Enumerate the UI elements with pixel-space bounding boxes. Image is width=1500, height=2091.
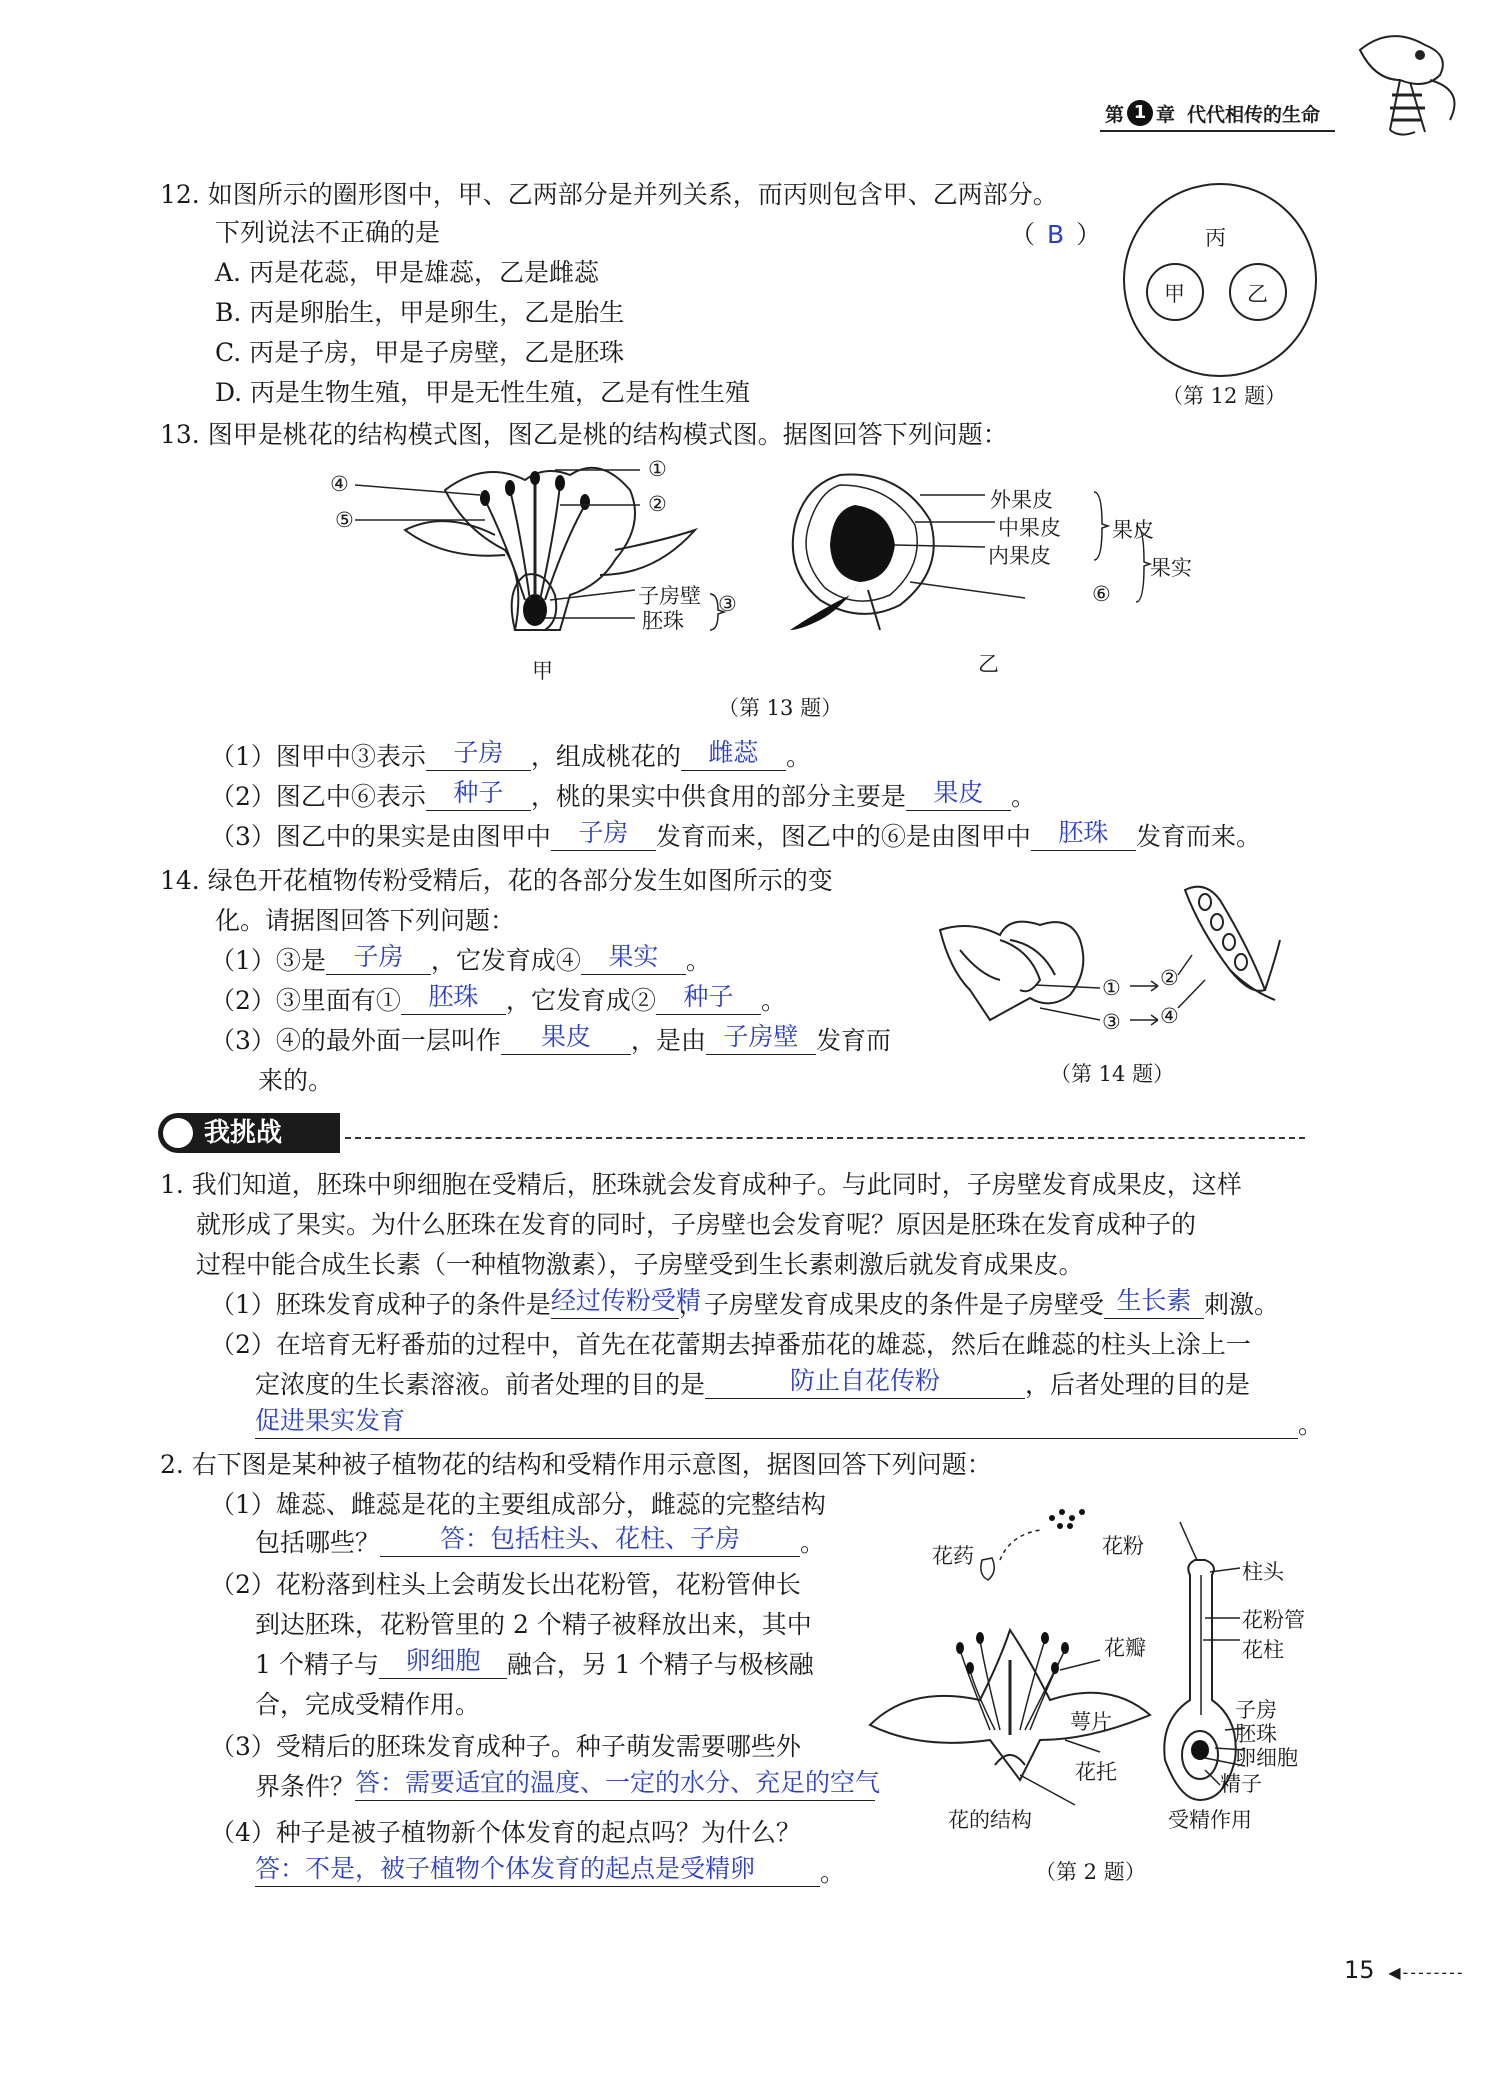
c2-sub-3b: 界条件？答：需要适宜的温度、一定的水分、充足的空气 (255, 1768, 881, 1801)
q13b-label-mesocarp: 中果皮 (998, 516, 1061, 540)
c2-fig-style: 花柱 (1242, 1638, 1284, 1662)
q13b-label-6: ⑥ (1092, 582, 1111, 606)
q13a-brace (708, 592, 728, 632)
q12-answer: B (1047, 220, 1065, 249)
q14-answer-6: 子房壁 (723, 1022, 799, 1051)
q13b-label-endocarp: 内果皮 (988, 544, 1051, 568)
c2-answer-4: 答：不是，被子植物个体发育的起点是受精卵 (255, 1854, 756, 1883)
q12-option-d: D. 丙是生物生殖，甲是无性生殖，乙是有性生殖 (215, 378, 751, 407)
challenge-title: 我挑战 (204, 1118, 283, 1148)
chapter-suffix: 章 (1156, 103, 1176, 126)
chapter-title: 代代相传的生命 (1187, 103, 1321, 126)
q13-sub-2: （2）图乙中⑥表示 种子 ，桃的果实中供食用的部分主要是 果皮 。 (210, 778, 1036, 811)
q12-answer-paren: （ B ） (1010, 220, 1102, 249)
q13-answer-3: 种子 (453, 778, 504, 807)
c2-answer-1: 答：包括柱头、花柱、子房 (440, 1524, 741, 1553)
q14-caption: （第 14 题） (1050, 1062, 1175, 1086)
q14-answer-5: 果皮 (540, 1022, 591, 1051)
q12-option-b: B. 丙是卵胎生，甲是卵生，乙是胎生 (215, 298, 625, 327)
q14-answer-1: 子房 (353, 942, 404, 971)
c2-fig-ovule: 胚珠 (1235, 1722, 1277, 1746)
q14-fig-label-4: ④ (1160, 1004, 1179, 1028)
q14-answer-4: 种子 (683, 982, 734, 1011)
q13a-name: 甲 (532, 659, 553, 683)
q13-answer-1: 子房 (453, 738, 504, 767)
c2-sub-1b: 包括哪些？ 答：包括柱头、花柱、子房 。 (255, 1524, 826, 1557)
q13a-label-2: ② (648, 492, 667, 516)
q14-fig-label-1: ① (1102, 976, 1121, 1000)
c2-fig-pollen-tube: 花粉管 (1242, 1608, 1305, 1632)
c2-fig-anther: 花药 (932, 1544, 974, 1568)
q12-stem-1: 12. 如图所示的圈形图中，甲、乙两部分是并列关系，而丙则包含甲、乙两部分。 (160, 180, 1058, 209)
q14-sub-1: （1）③是 子房 ，它发育成④ 果实 。 (210, 942, 711, 975)
c1-sub-2b: 定浓度的生长素溶液。前者处理的目的是 防止自花传粉 ，后者处理的目的是 (255, 1366, 1251, 1399)
c2-answer-2: 卵细胞 (405, 1646, 481, 1675)
q13-answer-5: 子房 (578, 818, 629, 847)
c1-sub-2a: （2）在培育无籽番茄的过程中，首先在花蕾期去掉番茄花的雄蕊，然后在雌蕊的柱头上涂上一 (210, 1330, 1251, 1359)
c2-fig-pollen: 花粉 (1102, 1534, 1144, 1558)
c2-fig-egg: 卵细胞 (1235, 1746, 1298, 1770)
c1-answer-3: 防止自花传粉 (790, 1366, 941, 1395)
c2-sub-2c: 1 个精子与 卵细胞 融合，另 1 个精子与极核融 (255, 1646, 814, 1679)
c2-fig-flower-caption: 花的结构 (948, 1808, 1032, 1832)
c1-para-1: 1. 我们知道，胚珠中卵细胞在受精后，胚珠就会发育成种子。与此同时，子房壁发育成果皮，这样 (160, 1170, 1242, 1199)
header-rule (1100, 130, 1335, 132)
c1-sub-2c: 促进果实发育 。 (255, 1406, 1324, 1439)
c2-sub-2b: 到达胚珠，花粉管里的 2 个精子被释放出来，其中 (255, 1610, 812, 1639)
q13-sub-3: （3）图乙中的果实是由图甲中 子房 发育而来，图乙中的⑥是由图甲中 胚珠 发育而来。 (210, 818, 1261, 851)
c1-answer-1: 经过传粉受精 (550, 1286, 701, 1315)
c2-sub-2d: 合，完成受精作用。 (255, 1690, 481, 1719)
c2-fig-receptacle: 花托 (1075, 1760, 1117, 1784)
q12-circle-diagram (1120, 180, 1320, 380)
q14-stem-1: 14. 绿色开花植物传粉受精后，花的各部分发生如图所示的变 (160, 866, 833, 895)
c2-sub-2a: （2）花粉落到柱头上会萌发长出花粉管，花粉管伸长 (210, 1570, 801, 1599)
challenge-icon (163, 1118, 193, 1148)
q13a-label-3: ③ (718, 592, 737, 616)
c2-fig-petal: 花瓣 (1104, 1636, 1146, 1660)
q12-stem-2: 下列说法不正确的是 (215, 218, 441, 247)
q13-answer-2: 雌蕊 (708, 738, 759, 767)
q13a-label-4: ④ (330, 472, 349, 496)
q12-label-left: 甲 (1164, 282, 1185, 306)
chapter-header (1105, 98, 1320, 128)
q12-caption: （第 12 题） (1162, 384, 1287, 408)
q14-sub-2: （2）③里面有① 胚珠 ，它发育成② 种子 。 (210, 982, 786, 1015)
q13a-label-ovary-wall: 子房壁 (638, 584, 701, 608)
q14-sub-3-end: 来的。 (258, 1066, 334, 1095)
c2-fig-ovary: 子房 (1235, 1698, 1277, 1722)
q13-answer-4: 果皮 (933, 778, 984, 807)
q13a-label-1: ① (648, 457, 667, 481)
chapter-prefix: 第 (1105, 103, 1125, 126)
challenge-banner (158, 1113, 340, 1153)
q12-option-a: A. 丙是花蕊，甲是雄蕊，乙是雌蕊 (215, 258, 599, 287)
q13a-label-5: ⑤ (335, 508, 354, 532)
c1-sub-1: （1）胚珠发育成种子的条件是经过传粉受精，子房壁发育成果皮的条件是子房壁受 生长素 刺激。 (210, 1286, 1279, 1319)
c1-answer-2: 生长素 (1116, 1286, 1192, 1315)
q13-caption: （第 13 题） (718, 696, 843, 720)
q13b-name: 乙 (978, 652, 999, 676)
c2-stem: 2. 右下图是某种被子植物花的结构和受精作用示意图，据图回答下列问题： (160, 1450, 992, 1479)
q14-stem-2: 化。请据图回答下列问题： (215, 906, 516, 935)
q13-stem: 13. 图甲是桃花的结构模式图，图乙是桃的结构模式图。据图回答下列问题： (160, 420, 1008, 449)
page-number: 15 ◀-------- (1344, 1956, 1465, 1984)
q13-answer-6: 胚珠 (1058, 818, 1109, 847)
c1-answer-4: 促进果实发育 (255, 1406, 406, 1435)
chapter-number: 1 (1127, 100, 1153, 126)
c2-fig-sepal: 萼片 (1070, 1710, 1112, 1734)
c2-sub-4b: 答：不是，被子植物个体发育的起点是受精卵 。 (255, 1854, 846, 1887)
c2-fig-fert-caption: 受精作用 (1168, 1808, 1252, 1832)
q13-sub-1: （1）图甲中③表示 子房 ，组成桃花的 雌蕊 。 (210, 738, 811, 771)
q14-answer-2: 果实 (608, 942, 659, 971)
c2-sub-4a: （4）种子是被子植物新个体发育的起点吗？为什么？ (210, 1818, 801, 1847)
c2-sub-3a: （3）受精后的胚珠发育成种子。种子萌发需要哪些外 (210, 1732, 801, 1761)
c1-para-2: 就形成了果实。为什么胚珠在发育的同时，子房壁也会发育呢？原因是胚珠在发育成种子的 (196, 1210, 1197, 1239)
q13b-label-exocarp: 外果皮 (990, 488, 1053, 512)
mascot-icon (1330, 20, 1470, 140)
c2-fig-stigma: 柱头 (1242, 1560, 1284, 1584)
q14-answer-3: 胚珠 (428, 982, 479, 1011)
challenge-divider (345, 1137, 1305, 1139)
c2-caption: （第 2 题） (1035, 1860, 1146, 1884)
c2-sub-1a: （1）雄蕊、雌蕊是花的主要组成部分，雌蕊的完整结构 (210, 1490, 826, 1519)
q14-fig-label-3: ③ (1102, 1010, 1121, 1034)
q13b-brace-1 (1092, 490, 1112, 562)
q14-sub-3: （3）④的最外面一层叫作 果皮 ，是由 子房壁 发育而 (210, 1022, 891, 1055)
q12-label-outer: 丙 (1205, 226, 1226, 250)
q13a-label-ovule: 胚珠 (642, 609, 684, 633)
q13b-label-fruit: 果实 (1150, 556, 1192, 580)
c2-fig-sperm: 精子 (1220, 1772, 1262, 1796)
q14-fig-label-2: ② (1160, 966, 1179, 990)
q13b-label-pericarp: 果皮 (1112, 518, 1154, 542)
q12-label-right: 乙 (1247, 282, 1268, 306)
q12-option-c: C. 丙是子房，甲是子房壁，乙是胚珠 (215, 338, 625, 367)
c1-para-3: 过程中能合成生长素（一种植物激素），子房壁受到生长素刺激后就发育成果皮。 (196, 1250, 1084, 1279)
c2-answer-3: 答：需要适宜的温度、一定的水分、充足的空气 (355, 1768, 881, 1797)
